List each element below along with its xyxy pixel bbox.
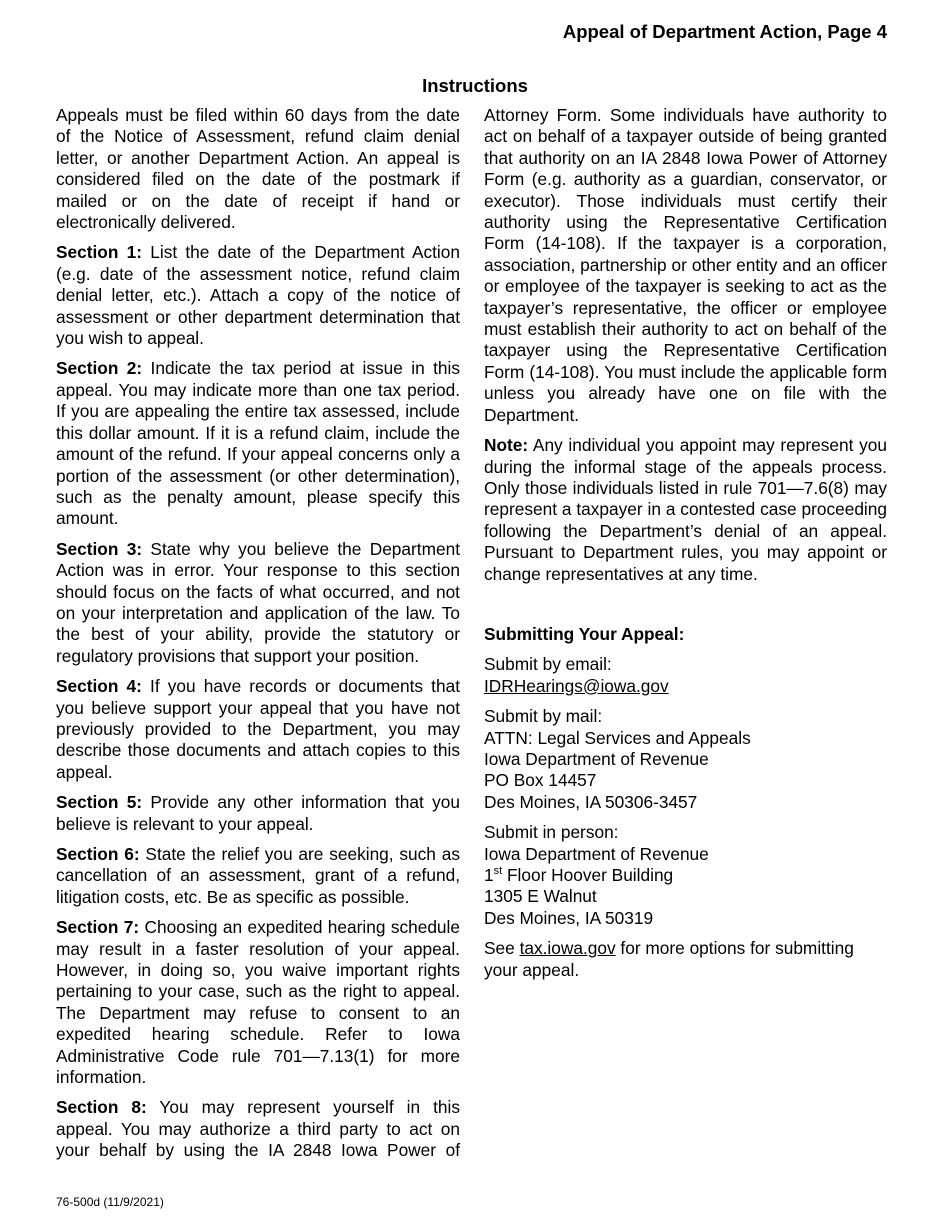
floor-ordinal: st [493,865,503,878]
section-5-label: Section 5: [56,792,143,813]
section-7-paragraph [56,917,460,1088]
section-8-text: You may represent yourself in this appeal. You may authorize a third party to act on your behalf by using the IA 2848 Iowa Power of [56,1097,460,1161]
mail-address-line: ATTN: Legal Services and Appeals [484,727,751,748]
floor-number: 1 [484,865,494,885]
person-address-line [484,865,887,886]
section-6-paragraph [56,844,460,908]
form-id-footer: 76-500d (11/9/2021) [56,1195,164,1209]
submit-mail-block [484,706,887,813]
section-3-label: Section 3: [56,538,143,559]
section-4-label: Section 4: [56,676,142,697]
mail-address-line: PO Box 14457 [484,770,597,791]
tax-site-link[interactable]: tax.iowa.gov [519,938,616,959]
section-6-text: State the relief you are seeking, such as cancellation of an assessment, grant of a refund, litigation costs, etc. Be as specific as possible. [56,844,460,907]
section-5-paragraph [56,792,460,835]
section-8-label: Section 8: [56,1097,147,1118]
note-text: Any individual you appoint may represent you during the informal stage of the appeals process. Only those individuals listed in rule 701—7.6(8) may represent a taxpayer in a contested case proceeding following the Department’s denial of an appeal. Pursuant to Department rules, you may appoint or change representatives at any time. [484,435,887,584]
section-7-text: Choosing an expedited hearing schedule may result in a faster resolution of your appeal. However, in doing so, you waive important rights pertaining to your case, such as the right to appeal. The Department may refuse to consent to an expedited hearing schedule. Refer to Iowa Administrative Code rule 701—7.13(1) for more information. [56,917,460,1088]
see-more-paragraph [484,938,887,981]
section-8-continuation: Attorney Form. Some individuals have authority to act on behalf of a taxpayer outside of being granted that authority on an IA 2848 Iowa Power of Attorney Form (e.g. authority as a guardian, conservator, or executor). Those individuals must certify their authority using the Representative Certification Form (14-108). If the taxpayer is a corporation, association, partnership or other entity and an officer or employee of the taxpayer is seeking to act as the taxpayer’s representative, the officer or employee must establish their authority to act on behalf of the taxpayer using the Representative Certification Form (14-108). You must include the applicable form unless you already have one on file with the Department. [484,105,887,425]
submit-heading: Submitting Your Appeal: [484,623,685,644]
intro-paragraph: Appeals must be filed within 60 days from the date of the Notice of Assessment, refund claim denial letter, or another Department Action. An appeal is considered filed on the date of the postmark if mailed or on the date of receipt if hand or electronically delivered. [56,105,460,233]
person-address-line: Des Moines, IA 50319 [484,907,654,928]
mail-address-line: Des Moines, IA 50306-3457 [484,791,698,812]
section-1-text: List the date of the Department Action (e.g. date of the assessment notice, refund claim denial letter, etc.). Attach a copy of the notice of assessment or other department determination that you wish to appeal. [56,242,460,349]
section-1-paragraph [56,242,460,349]
floor-text: Floor Hoover Building [502,865,674,885]
section-3-text: State why you believe the Department Action was in error. Your response to this section should focus on the facts of what occurred, and not on your interpretation and application of the law. To the best of your ability, provide the statutory or regulatory provisions that support your position. [56,538,461,666]
page-header-title: Appeal of Department Action, Page 4 [562,21,887,42]
section-4-text: If you have records or documents that you believe support your appeal that you have not previously provided to the Department, you may describe those documents and attach copies to this appeal. [56,676,460,782]
section-5-text: Provide any other information that you believe is relevant to your appeal. [56,792,461,834]
submit-person-block [484,822,887,929]
see-prefix: See [484,938,520,959]
email-link[interactable]: IDRHearings@iowa.gov [484,675,669,696]
section-1-label: Section 1: [56,242,143,263]
section-2-paragraph [56,358,460,529]
submit-email-label: Submit by email: [484,654,612,675]
right-column [484,105,887,990]
submit-mail-label: Submit by mail: [484,706,603,727]
person-address-line: 1305 E Walnut [484,886,597,907]
section-7-label: Section 7: [56,917,140,938]
section-8-paragraph [56,1097,460,1161]
left-column [56,105,460,1171]
instructions-heading: Instructions [422,75,528,96]
submit-email-block [484,654,887,697]
person-address-line: Iowa Department of Revenue [484,843,709,864]
note-paragraph [484,435,887,585]
section-2-text: Indicate the tax period at issue in this appeal. You may indicate more than one tax period. If you are appealing the entire tax assessed, include this dollar amount. If it is a refund claim, include the amount of the refund. If your appeal concerns only a portion of the assessment (or other determination), such as the penalty amount, please specify this amount. [56,358,460,529]
section-6-label: Section 6: [56,844,140,864]
section-3-paragraph [56,539,460,667]
section-2-label: Section 2: [56,358,143,379]
mail-address-line: Iowa Department of Revenue [484,748,709,769]
see-suffix: for more options for submitting your appeal. [484,938,854,980]
section-4-paragraph [56,676,460,783]
submit-person-label: Submit in person: [484,822,619,843]
note-label: Note: [484,435,529,456]
